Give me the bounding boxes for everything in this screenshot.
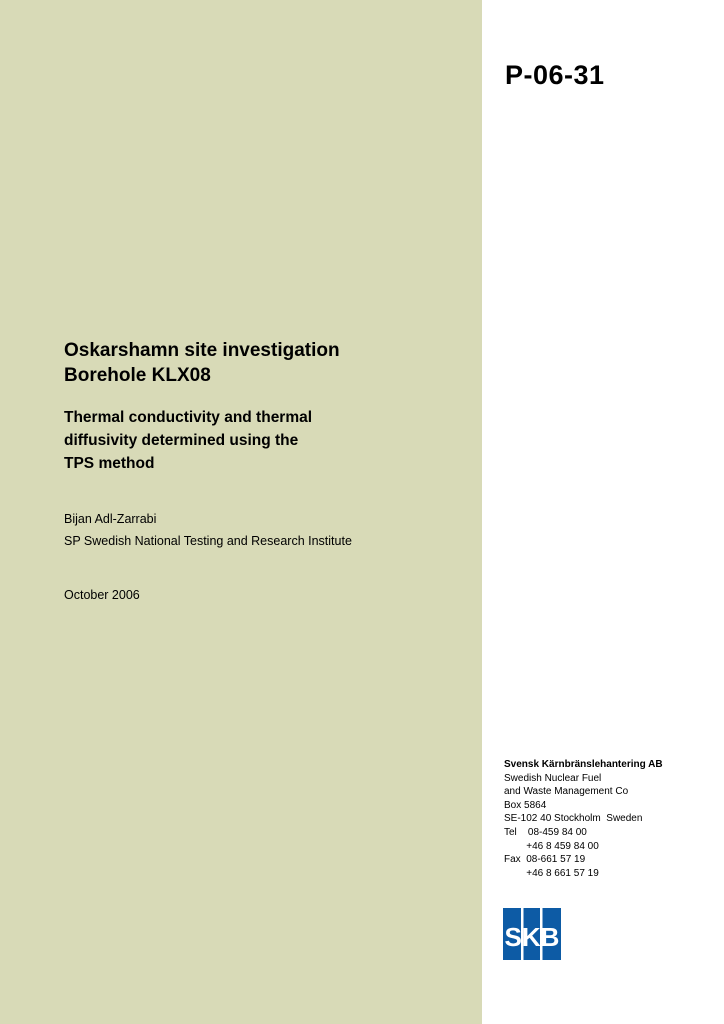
skb-logo [503,908,561,960]
publisher-line-3: Box 5864 [504,799,547,811]
title-line-1: Oskarshamn site investigation [64,340,340,361]
skb-logo-text: SKB [504,922,560,952]
publisher-line-2: and Waste Management Co [504,786,629,798]
publisher-line-4: SE-102 40 Stockholm Sweden [504,813,643,825]
publisher-line-6: +46 8 459 84 00 [504,840,599,852]
publisher-block [504,758,704,880]
publisher-line-8: +46 8 661 57 19 [504,867,599,879]
report-number: P-06-31 [505,60,605,90]
title-line-2: Borehole KLX08 [64,365,211,386]
publication-date: October 2006 [64,588,140,602]
subtitle-line-1: Thermal conductivity and thermal [64,409,313,426]
subtitle-line-3: TPS method [64,455,155,472]
publisher-line-5: Tel 08-459 84 00 [504,826,587,838]
author-affiliation: SP Swedish National Testing and Research Institute [64,534,352,548]
publisher-organization: Svensk Kärnbränslehantering AB [504,759,663,770]
subtitle-line-2: diffusivity determined using the [64,432,299,449]
title-block [64,338,464,475]
publisher-line-1: Swedish Nuclear Fuel [504,772,602,784]
page-title [64,338,464,388]
author-block [64,508,464,552]
page-subtitle [64,406,464,475]
publisher-line-7: Fax 08-661 57 19 [504,854,586,866]
author-name: Bijan Adl-Zarrabi [64,512,157,526]
